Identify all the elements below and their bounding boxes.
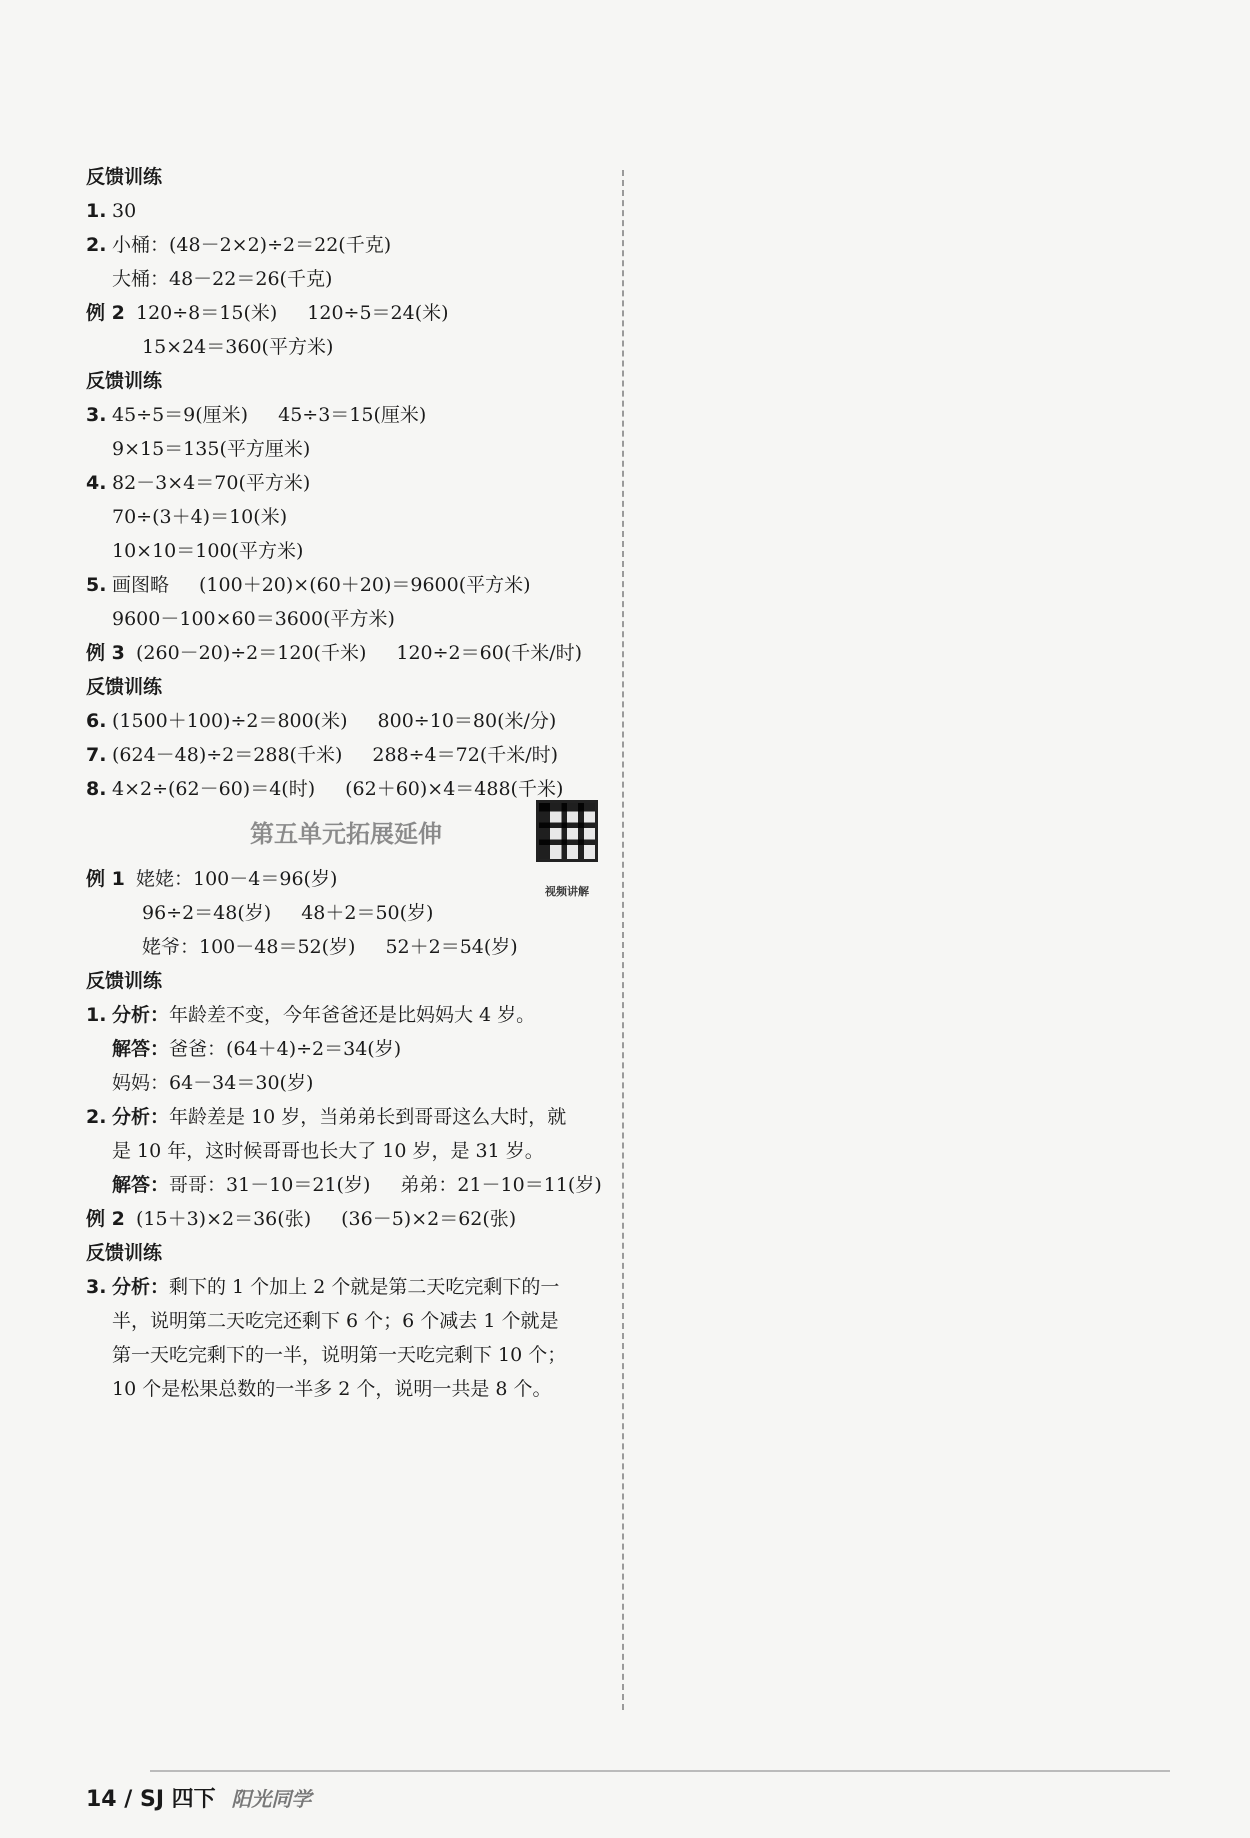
answer-label: 解答：: [112, 1038, 170, 1060]
footer-rule: [150, 1770, 1170, 1772]
answer-line: [86, 998, 606, 1032]
answer-part: 弟弟：21－10＝11(岁): [400, 1174, 602, 1196]
answer-text: 第一天吃完剩下的一半，说明第一天吃完剩下 10 个；: [112, 1344, 567, 1366]
answer-line-continued: [86, 262, 606, 296]
answer-text: 是 10 年，这时候哥哥也长大了 10 岁，是 31 岁。: [112, 1140, 544, 1162]
answer-part: (624－48)÷2＝288(千米): [112, 744, 343, 766]
question-number: 2.: [86, 234, 107, 256]
brand-logo: 阳光同学: [231, 1787, 312, 1811]
answer-part: 96÷2＝48(岁): [142, 902, 272, 924]
answer-line: [86, 466, 606, 500]
answer-part: 120÷5＝24(米): [307, 302, 449, 324]
section-heading: 反馈训练: [86, 166, 163, 188]
answer-label: 解答：: [112, 1174, 170, 1196]
answer-text: 30: [112, 200, 137, 222]
answer-line-continued: [86, 1134, 606, 1168]
unit-title-text: 第五单元拓展延伸: [250, 820, 442, 848]
question-number: 1.: [86, 200, 107, 222]
answer-line-continued: [86, 1032, 606, 1066]
question-number: 4.: [86, 472, 107, 494]
answer-label: 分析：: [112, 1276, 170, 1298]
answer-part: 120÷2＝60(千米/时): [396, 642, 583, 664]
answer-part: (1500＋100)÷2＝800(米): [112, 710, 348, 732]
answer-line: [86, 1100, 606, 1134]
answer-part: 45÷3＝15(厘米): [278, 404, 427, 426]
answer-line-continued: [86, 534, 606, 568]
answer-line: [86, 568, 606, 602]
answer-line: [86, 1270, 606, 1304]
answer-line-continued: [86, 1066, 606, 1100]
answer-text: 大桶：48－22＝26(千克): [112, 268, 333, 290]
answer-line-continued: [86, 1372, 606, 1406]
answer-text: 年龄差不变，今年爸爸还是比妈妈大 4 岁。: [169, 1004, 536, 1026]
question-number: 8.: [86, 778, 107, 800]
answer-text: 82－3×4＝70(平方米): [112, 472, 311, 494]
answer-line-continued: [86, 896, 606, 930]
example-label: 例 3: [86, 642, 125, 664]
question-number: 3.: [86, 404, 107, 426]
answer-part: 45÷5＝9(厘米): [112, 404, 249, 426]
answer-part: 800÷10＝80(米/分): [377, 710, 557, 732]
answer-text: 9×15＝135(平方厘米): [112, 438, 311, 460]
answer-text: 15×24＝360(平方米): [142, 336, 334, 358]
answer-line: [86, 738, 606, 772]
answer-text: 70÷(3＋4)＝10(米): [112, 506, 288, 528]
answer-part: 288÷4＝72(千米/时): [372, 744, 559, 766]
qr-caption: 视频讲解: [545, 885, 589, 898]
answer-part: (15＋3)×2＝36(张): [136, 1208, 312, 1230]
answer-part: (100＋20)×(60＋20)＝9600(平方米): [199, 574, 531, 596]
answer-text: 9600－100×60＝3600(平方米): [112, 608, 395, 630]
example-label: 例 2: [86, 302, 125, 324]
page-footer: [86, 1782, 311, 1813]
answer-part: 52＋2＝54(岁): [385, 936, 518, 958]
answer-part: (36－5)×2＝62(张): [341, 1208, 517, 1230]
answer-text: 爸爸：(64＋4)÷2＝34(岁): [169, 1038, 402, 1060]
answer-part: (62＋60)×4＝488(千米): [345, 778, 564, 800]
answer-text: 10×10＝100(平方米): [112, 540, 304, 562]
answer-text: 妈妈：64－34＝30(岁): [112, 1072, 314, 1094]
answer-part: 画图略: [112, 574, 170, 596]
answer-part: 4×2÷(62－60)＝4(时): [112, 778, 316, 800]
example-label: 例 1: [86, 868, 125, 890]
answer-text: 10 个是松果总数的一半多 2 个，说明一共是 8 个。: [112, 1378, 552, 1400]
answer-line-continued: [86, 500, 606, 534]
answer-text: 剩下的 1 个加上 2 个就是第二天吃完剩下的一: [169, 1276, 560, 1298]
section-heading: 反馈训练: [86, 370, 163, 392]
answer-text: 年龄差是 10 岁，当弟弟长到哥哥这么大时，就: [169, 1106, 567, 1128]
answer-line-continued: [86, 930, 606, 964]
qr-code-icon: [536, 800, 598, 862]
answer-line-continued: [86, 330, 606, 364]
answer-line: [86, 704, 606, 738]
left-column: [86, 160, 606, 1406]
answer-line-continued: [86, 602, 606, 636]
answer-line: [86, 194, 606, 228]
answer-part: 48＋2＝50(岁): [301, 902, 434, 924]
question-number: 6.: [86, 710, 107, 732]
answer-part: 姥姥：100－4＝96(岁): [136, 868, 338, 890]
question-number: 3.: [86, 1276, 107, 1298]
column-divider: [622, 170, 624, 1710]
page-number: 14 / SJ 四下: [86, 1787, 216, 1812]
answer-line: [86, 228, 606, 262]
answer-line: [86, 772, 606, 806]
question-number: 7.: [86, 744, 107, 766]
section-heading: 反馈训练: [86, 970, 163, 992]
answer-text: 半，说明第二天吃完还剩下 6 个；6 个减去 1 个就是: [112, 1310, 559, 1332]
example-line: [86, 862, 606, 896]
answer-line-continued: [86, 1168, 606, 1202]
question-number: 5.: [86, 574, 107, 596]
example-line: [86, 296, 606, 330]
question-number: 2.: [86, 1106, 107, 1128]
answer-text: 小桶：(48－2×2)÷2＝22(千克): [112, 234, 392, 256]
answer-part: (260－20)÷2＝120(千米): [136, 642, 367, 664]
example-line: [86, 1202, 606, 1236]
answer-line-continued: [86, 1304, 606, 1338]
answer-line: [86, 398, 606, 432]
answer-part: 姥爷：100－48＝52(岁): [142, 936, 356, 958]
section-heading: 反馈训练: [86, 676, 163, 698]
answer-part: 120÷8＝15(米): [136, 302, 278, 324]
answer-line-continued: [86, 432, 606, 466]
example-label: 例 2: [86, 1208, 125, 1230]
answer-part: 哥哥：31－10＝21(岁): [169, 1174, 371, 1196]
question-number: 1.: [86, 1004, 107, 1026]
section-heading: 反馈训练: [86, 1242, 163, 1264]
example-line: [86, 636, 606, 670]
answer-label: 分析：: [112, 1106, 170, 1128]
answer-label: 分析：: [112, 1004, 170, 1026]
answer-line-continued: [86, 1338, 606, 1372]
